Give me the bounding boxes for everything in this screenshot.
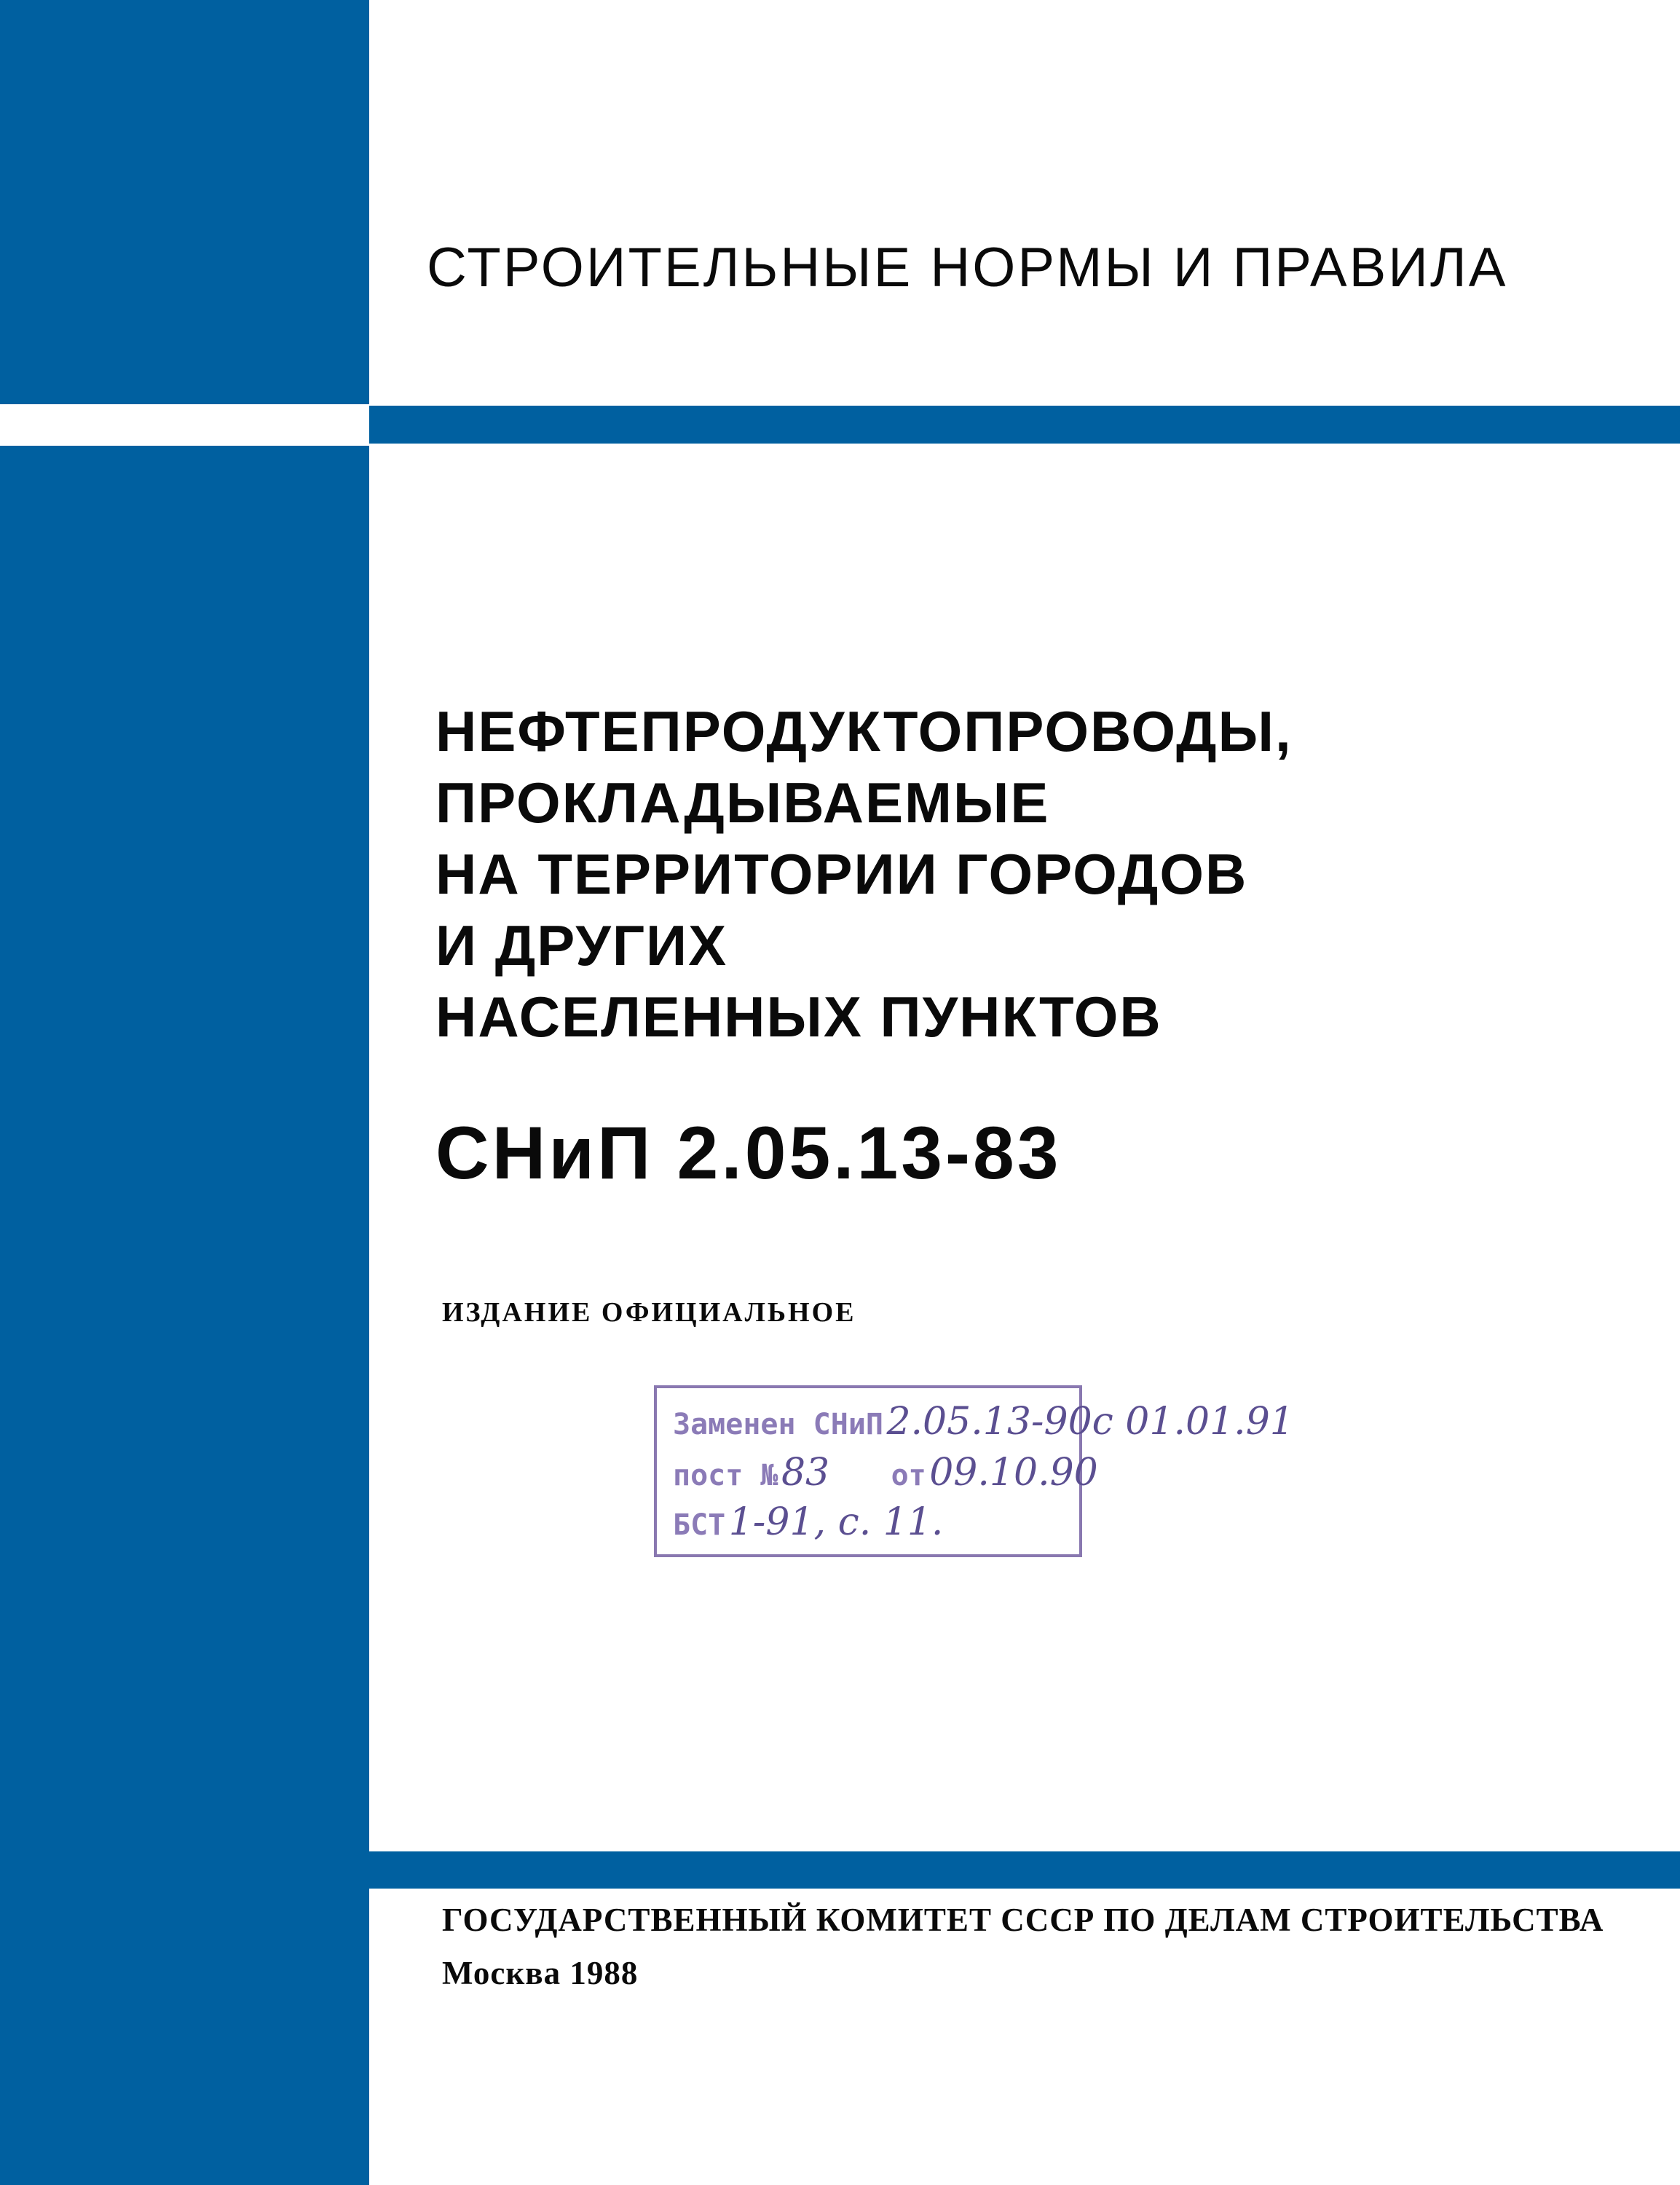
stamp-print-text: от bbox=[891, 1459, 926, 1492]
title-line: НЕФТЕПРОДУКТОПРОВОДЫ, bbox=[435, 699, 1293, 763]
stamp-print-text: Заменен СНиП bbox=[673, 1408, 883, 1441]
stamp-row-decree bbox=[673, 1451, 1328, 1495]
stamp-print-text: пост № bbox=[673, 1459, 778, 1492]
stamp-handwritten-text: 2.05.13-90с 01.01.91 bbox=[886, 1400, 1294, 1444]
stamp-print-text: БСТ bbox=[673, 1508, 726, 1542]
publisher: ГОСУДАРСТВЕННЫЙ КОМИТЕТ СССР ПО ДЕЛАМ СТРОИТЕЛЬСТВА bbox=[442, 1902, 1604, 1938]
title-line: ПРОКЛАДЫВАЕМЫЕ bbox=[435, 771, 1050, 835]
replacement-stamp bbox=[654, 1385, 1294, 1557]
stamp-row-bulletin bbox=[673, 1500, 1328, 1544]
stamp-handwritten-text: 09.10.90 bbox=[929, 1451, 1098, 1495]
document-code: СНиП 2.05.13-83 bbox=[435, 1111, 1062, 1194]
edition-label: ИЗДАНИЕ ОФИЦИАЛЬНОЕ bbox=[442, 1297, 856, 1328]
stamp-row-replaced bbox=[673, 1400, 1328, 1444]
series-title: СТРОИТЕЛЬНЫЕ НОРМЫ И ПРАВИЛА bbox=[427, 237, 1508, 299]
stamp-handwritten-text: 1-91, с. 11. bbox=[728, 1500, 944, 1544]
cover-spine-top bbox=[0, 0, 369, 404]
title-line: НАСЕЛЕННЫХ ПУНКТОВ bbox=[435, 985, 1162, 1049]
stamp-handwritten-text: 83 bbox=[781, 1451, 830, 1495]
title-line: И ДРУГИХ bbox=[435, 913, 728, 977]
cover-band-top bbox=[369, 406, 1680, 444]
cover-spine-bottom bbox=[0, 446, 369, 2185]
document-title bbox=[435, 696, 1637, 1052]
title-line: НА ТЕРРИТОРИИ ГОРОДОВ bbox=[435, 842, 1248, 906]
cover-band-bottom bbox=[369, 1851, 1680, 1889]
place-year: Москва 1988 bbox=[442, 1955, 639, 1991]
